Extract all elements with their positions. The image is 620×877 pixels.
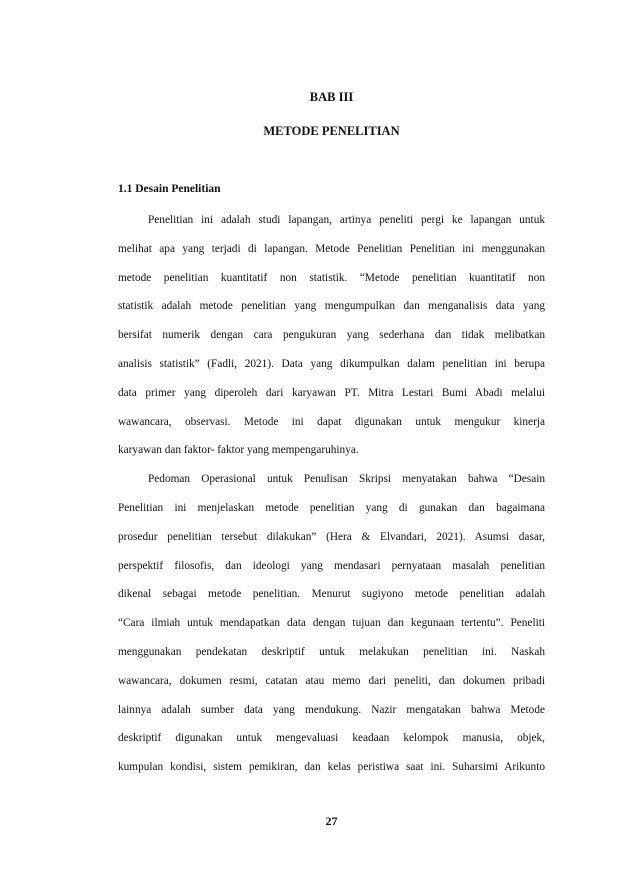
text-line: lainnya adalah sumber data yang mendukung. Nazir mengatakan bahwa Metode (118, 703, 545, 716)
text-line: wawancara, dokumen resmi, catatan atau memo dari peneliti, dan dokumen pribadi (118, 674, 545, 687)
text-line: “Cara ilmiah untuk mendapatkan data dengan tujuan dan kegunaan tertentu”. Peneliti (118, 617, 545, 630)
chapter-title: METODE PENELITIAN (263, 124, 400, 138)
text-line: deskriptif digunakan untuk mengevaluasi keadaan kelompok manusia, objek, (118, 732, 545, 745)
text-line: prosedur penelitian tersebut dilakukan” (Hera & Elvandari, 2021). Asumsi dasar, (118, 530, 545, 543)
text-line: metode penelitian kuantitatif non statistik. “Metode penelitian kuantitatif non (118, 271, 545, 284)
paragraph-1 (118, 206, 545, 465)
text-line: menggunakan pendekatan deskriptif untuk melakukan penelitian ini. Naskah (118, 645, 545, 658)
text-line: analisis statistik” (Fadli, 2021). Data yang dikumpulkan dalam penelitian ini berupa (118, 357, 545, 370)
text-line: Penelitian ini adalah studi lapangan, artinya peneliti pergi ke lapangan untuk (148, 214, 545, 226)
text-line: kumpulan kondisi, sistem pemikiran, dan kelas peristiwa saat ini. Suharsimi Arikunto (118, 761, 545, 774)
text-line: dikenal sebagai metode penelitian. Menurut sugiyono metode penelitian adalah (118, 588, 545, 601)
text-line: karyawan dan faktor- faktor yang mempengaruhinya. (118, 444, 359, 457)
text-line: wawancara, observasi. Metode ini dapat digunakan untuk mengukur kinerja (118, 415, 545, 428)
paragraph-2 (118, 465, 545, 782)
chapter-heading: BAB III (309, 90, 354, 104)
text-line: bersifat numerik dengan cara pengukuran yang sederhana dan tidak melibatkan (118, 329, 545, 342)
section-heading: 1.1 Desain Penelitian (118, 183, 221, 195)
text-line: Pedoman Operasional untuk Penulisan Skripsi menyatakan bahwa “Desain (148, 473, 545, 486)
text-line: Penelitian ini menjelaskan metode penelitian yang di gunakan dan bagaimana (118, 501, 545, 514)
text-line: perspektif filosofis, dan ideologi yang mendasari pernyataan masalah penelitian (118, 559, 545, 572)
text-line: melihat apa yang terjadi di lapangan. Metode Penelitian Penelitian ini menggunakan (118, 242, 545, 255)
text-line: statistik adalah metode penelitian yang mengumpulkan dan menganalisis data yang (118, 300, 545, 313)
body-text (118, 206, 545, 782)
text-line: data primer yang diperoleh dari karyawan PT. Mitra Lestari Bumi Abadi melalui (118, 386, 545, 399)
page-number: 27 (325, 814, 338, 828)
